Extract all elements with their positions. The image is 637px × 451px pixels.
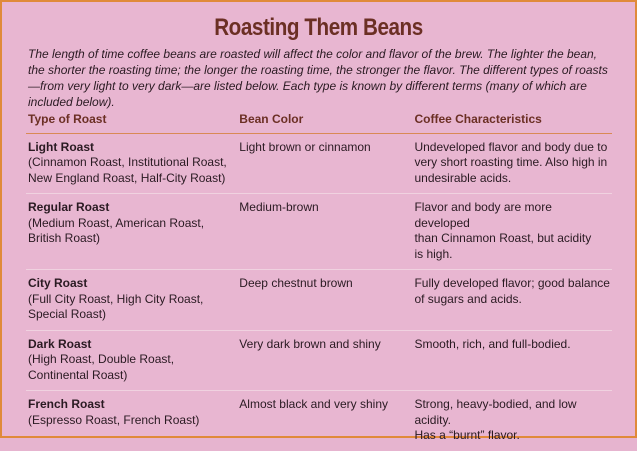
roast-aliases: (Medium Roast, American Roast, British Roast) [28, 215, 205, 245]
table-row [26, 133, 612, 194]
table-header-row [26, 108, 612, 133]
roast-name: French Roast [28, 397, 105, 411]
roast-type-cell [26, 133, 237, 194]
column-header-color: Bean Color [237, 108, 412, 133]
bean-color: Light brown or cinnamon [239, 139, 371, 154]
intro-paragraph: The length of time coffee beans are roasted will affect the color and flavor of the brew. The lighter the bean, the shorter the roasting time; the longer the roasting time, the stronger the flavor. The different types of roasts—from very light to very dark—are listed below. Each type is known by different terms (many of which are included below). [28, 47, 608, 109]
roast-name: Dark Roast [28, 336, 92, 351]
roast-name: Regular Roast [28, 200, 110, 214]
coffee-characteristics: Undeveloped flavor and body due to very short roasting time. Also high in undesirable acids. [414, 139, 608, 185]
characteristics-cell [412, 133, 612, 194]
roast-aliases: (Cinnamon Roast, Institutional Roast, New England Roast, Half-City Roast) [28, 155, 227, 185]
characteristics-cell [412, 330, 612, 391]
roast-table [26, 108, 612, 451]
bean-color-cell [237, 391, 412, 451]
bean-color: Medium-brown [239, 200, 319, 214]
coffee-characteristics: Smooth, rich, and full-bodied. [414, 336, 571, 351]
roast-aliases: (High Roast, Double Roast, Continental Roast) [28, 352, 175, 382]
bean-color-cell [237, 270, 412, 331]
coffee-characteristics: Strong, heavy-bodied, and low acidity. Has a “burnt” flavor. [414, 397, 577, 442]
characteristics-cell [412, 194, 612, 270]
roast-type-cell [26, 391, 237, 451]
bean-color-cell [237, 330, 412, 391]
bean-color-cell [237, 194, 412, 270]
coffee-characteristics: Fully developed flavor; good balance of sugars and acids. [414, 276, 610, 306]
characteristics-cell [412, 391, 612, 451]
roast-aliases: (Espresso Roast, French Roast) [28, 412, 200, 427]
page-title: Roasting Them Beans [214, 14, 423, 41]
roast-type-cell [26, 194, 237, 270]
table-row [26, 270, 612, 331]
column-header-type: Type of Roast [26, 108, 237, 133]
roast-name: City Roast [28, 276, 88, 290]
characteristics-cell [412, 270, 612, 331]
table-row [26, 194, 612, 270]
roast-type-cell [26, 330, 237, 391]
roast-type-cell [26, 270, 237, 331]
roast-aliases: (Full City Roast, High City Roast, Special Roast) [28, 291, 204, 321]
table-row [26, 391, 612, 451]
bean-color: Deep chestnut brown [239, 276, 353, 290]
roast-name: Light Roast [28, 139, 94, 154]
bean-color: Very dark brown and shiny [239, 336, 381, 351]
column-header-characteristics: Coffee Characteristics [412, 108, 612, 133]
table-row [26, 330, 612, 391]
bean-color-cell [237, 133, 412, 194]
coffee-characteristics: Flavor and body are more developed than Cinnamon Roast, but acidity is high. [414, 200, 592, 261]
bean-color: Almost black and very shiny [239, 397, 389, 411]
